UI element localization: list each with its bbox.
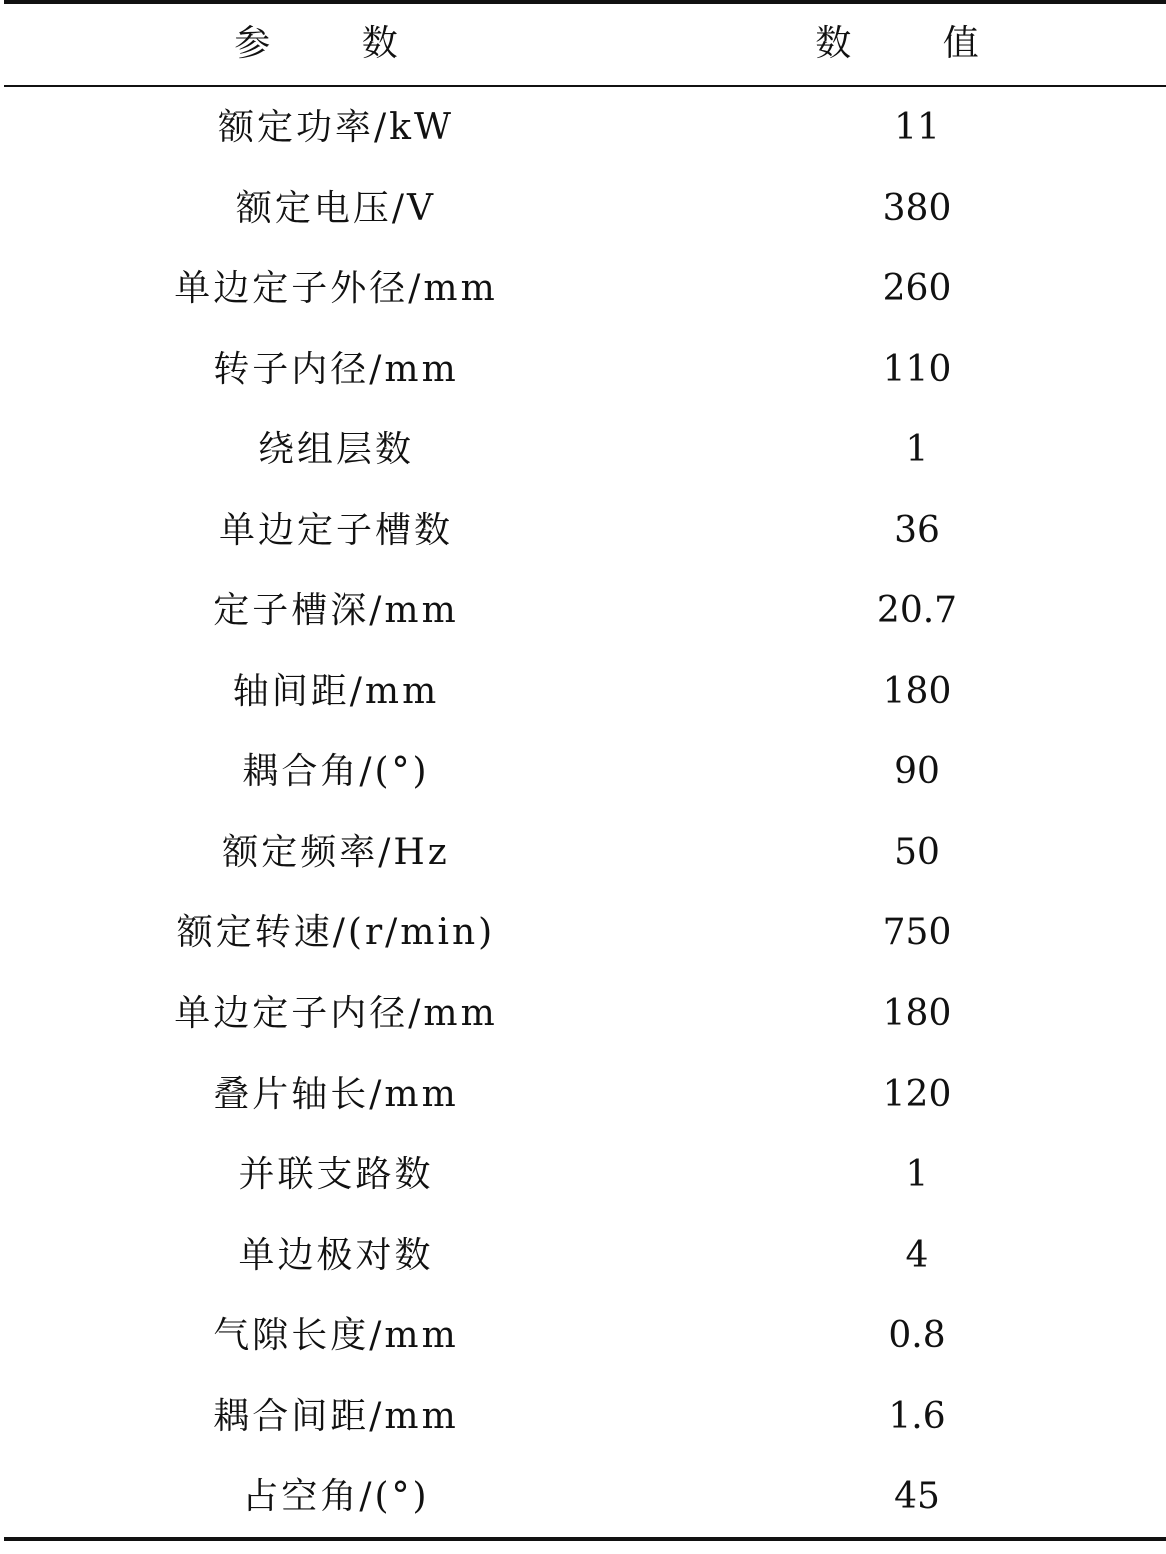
table-row	[4, 748, 1166, 829]
param-cell: 绕组层数	[257, 429, 414, 471]
param-cell: 轴间距/mm	[232, 670, 440, 712]
param-cell: 额定电压/V	[235, 187, 437, 229]
table-top-rule	[4, 0, 1166, 4]
value-cell: 260	[882, 268, 952, 310]
value-cell: 50	[894, 831, 940, 873]
param-cell: 额定频率/Hz	[222, 831, 450, 873]
value-cell: 110	[882, 348, 952, 390]
value-cell: 11	[894, 107, 940, 148]
table-row	[4, 909, 1166, 990]
value-cell: 1	[905, 429, 929, 471]
header-param: 参 数	[234, 23, 438, 64]
table-header-rule	[4, 85, 1166, 87]
value-cell: 20.7	[876, 590, 958, 632]
table-row	[4, 426, 1166, 507]
param-cell: 占空角/(°)	[242, 1476, 430, 1518]
value-cell: 380	[882, 187, 952, 229]
table-row	[4, 1393, 1166, 1474]
table-header-row	[4, 20, 1166, 68]
value-cell: 1	[905, 1154, 929, 1196]
param-cell: 叠片轴长/mm	[213, 1073, 459, 1115]
table-row	[4, 507, 1166, 588]
table-row	[4, 104, 1166, 185]
param-cell: 耦合间距/mm	[213, 1395, 459, 1437]
header-value: 数 值	[815, 23, 1019, 64]
param-cell: 单边极对数	[238, 1234, 434, 1276]
table-row	[4, 1232, 1166, 1313]
value-cell: 4	[905, 1234, 929, 1276]
param-cell: 单边定子内径/mm	[174, 993, 498, 1035]
table-row	[4, 1151, 1166, 1232]
value-cell: 90	[894, 751, 940, 793]
table-row	[4, 587, 1166, 668]
value-cell: 120	[882, 1073, 952, 1115]
param-cell: 转子内径/mm	[213, 348, 459, 390]
value-cell: 1.6	[888, 1395, 946, 1437]
table-row	[4, 829, 1166, 910]
table-row	[4, 185, 1166, 266]
table-row	[4, 668, 1166, 749]
param-cell: 额定转速/(r/min)	[176, 912, 496, 954]
param-cell: 定子槽深/mm	[213, 590, 459, 632]
value-cell: 0.8	[888, 1315, 946, 1357]
table-body	[4, 104, 1166, 1554]
table-row	[4, 265, 1166, 346]
table-row	[4, 1071, 1166, 1152]
table-row	[4, 346, 1166, 427]
value-cell: 45	[894, 1476, 940, 1518]
param-cell: 耦合角/(°)	[242, 751, 430, 793]
value-cell: 180	[882, 993, 952, 1035]
table-row	[4, 990, 1166, 1071]
value-cell: 36	[894, 509, 940, 551]
value-cell: 180	[882, 670, 952, 712]
table-row	[4, 1312, 1166, 1393]
value-cell: 750	[882, 912, 952, 954]
param-cell: 单边定子外径/mm	[174, 268, 498, 310]
param-cell: 气隙长度/mm	[213, 1315, 459, 1357]
param-cell: 并联支路数	[238, 1154, 434, 1196]
param-cell: 单边定子槽数	[218, 509, 453, 551]
param-cell: 额定功率/kW	[218, 107, 454, 148]
table-bottom-rule	[4, 1537, 1166, 1541]
table-row	[4, 1473, 1166, 1554]
parameter-table	[4, 0, 1166, 1545]
